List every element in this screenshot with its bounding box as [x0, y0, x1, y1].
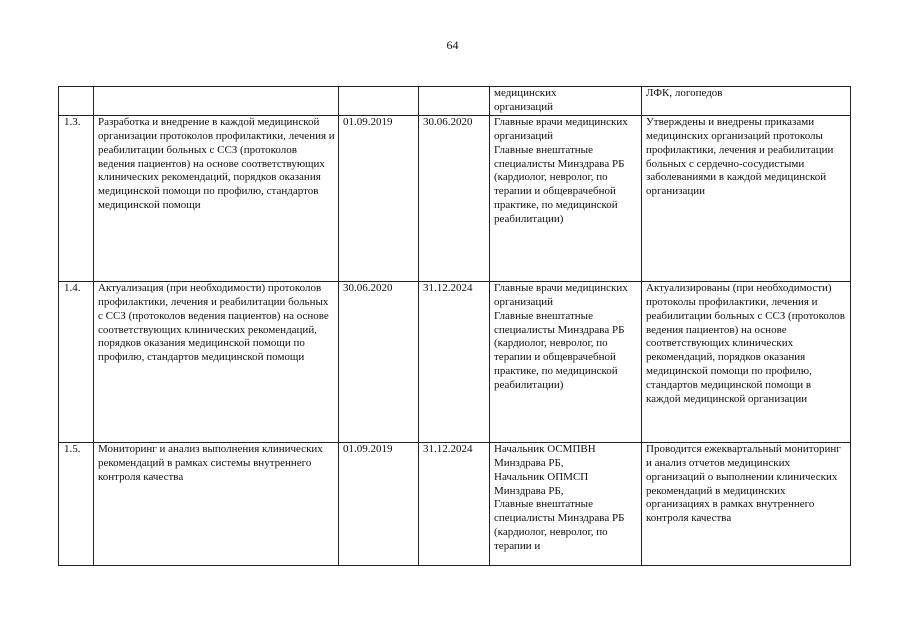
cell-start-date	[339, 87, 419, 116]
cell-number: 1.5.	[59, 442, 94, 565]
cell-activity: Актуализация (при необходимости) протоколов профилактики, лечения и реабилитации больных с ССЗ (протоколов ведения пациентов) на основе соответствующих клинических рекомендаций, порядков оказания медицинской помощи по профилю, стандартов медицинской помощи	[94, 281, 339, 442]
cell-responsible: Главные врачи медицинских организаций Главные внештатные специалисты Минздрава РБ (кардиолог, невролог, по терапии и общеврачебной практике, по медицинской реабилитации)	[490, 115, 642, 281]
cell-end-date: 30.06.2020	[419, 115, 490, 281]
cell-start-date: 01.09.2019	[339, 115, 419, 281]
cell-result: Актуализированы (при необходимости) протоколы профилактики, лечения и реабилитации больных с ССЗ (протоколов ведения пациентов) на основе соответствующих клинических рекомендаций, порядков оказания медицинской помощи по профилю, стандартов медицинской помощи в каждой медицинской организации	[642, 281, 851, 442]
cell-end-date: 31.12.2024	[419, 281, 490, 442]
cell-end-date: 31.12.2024	[419, 442, 490, 565]
cell-responsible: Главные врачи медицинских организаций Главные внештатные специалисты Минздрава РБ (кардиолог, невролог, по терапии и общеврачебной практике, по медицинской реабилитации)	[490, 281, 642, 442]
cell-start-date: 30.06.2020	[339, 281, 419, 442]
table-row	[59, 115, 851, 281]
cell-activity	[94, 87, 339, 116]
cell-result: Проводится ежеквартальный мониторинг и анализ отчетов медицинских организаций о выполнении клинических рекомендаций в медицинских организациях в рамках внутреннего контроля качества	[642, 442, 851, 565]
cell-result: Утверждены и внедрены приказами медицинских организаций протоколы профилактики, лечения и реабилитации больных с сердечно-сосудистыми заболеваниями в каждой медицинской организации	[642, 115, 851, 281]
cell-activity: Разработка и внедрение в каждой медицинской организации протоколов профилактики, лечения и реабилитации больных с ССЗ (протоколов ведения пациентов) на основе соответствующих клинических рекомендаций, порядков оказания медицинской помощи по профилю, стандартов медицинской помощи	[94, 115, 339, 281]
table-row-continuation	[59, 87, 851, 116]
cell-activity: Мониторинг и анализ выполнения клинических рекомендаций в рамках системы внутреннего контроля качества	[94, 442, 339, 565]
measures-table	[58, 86, 851, 566]
page-number: 64	[446, 38, 459, 52]
cell-number	[59, 87, 94, 116]
cell-responsible: Начальник ОСМПВН Минздрава РБ, Начальник ОПМСП Минздрава РБ, Главные внештатные специалисты Минздрава РБ (кардиолог, невролог, по терапии и	[490, 442, 642, 565]
cell-number: 1.4.	[59, 281, 94, 442]
cell-result: ЛФК, логопедов	[642, 87, 851, 116]
cell-end-date	[419, 87, 490, 116]
table-row	[59, 281, 851, 442]
cell-responsible: медицинских организаций	[490, 87, 642, 116]
cell-start-date: 01.09.2019	[339, 442, 419, 565]
cell-number: 1.3.	[59, 115, 94, 281]
table-row	[59, 442, 851, 565]
